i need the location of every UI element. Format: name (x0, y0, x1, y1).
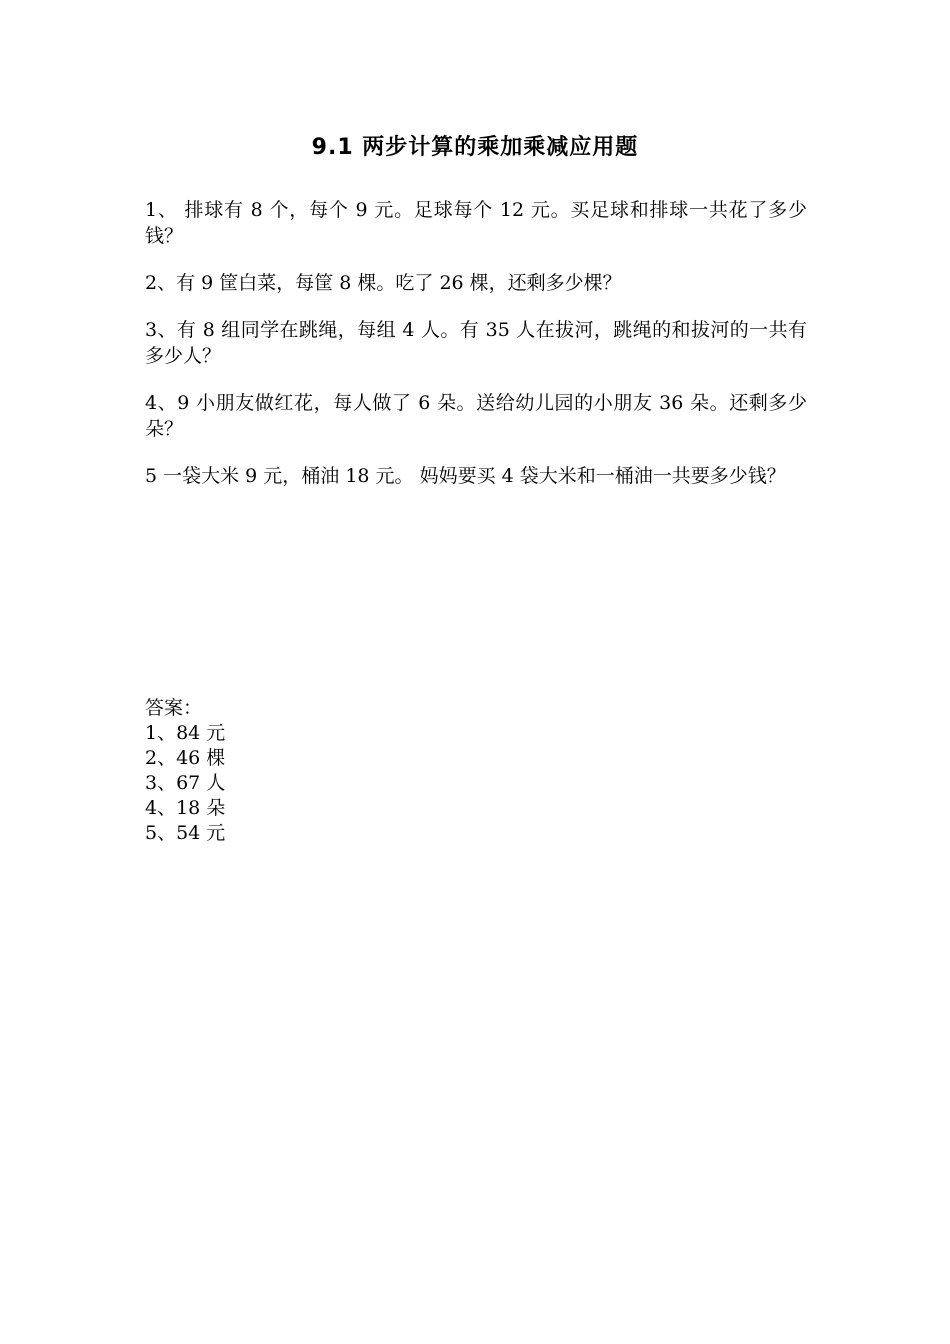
answer-1: 1、84 元 (145, 722, 226, 744)
answer-4: 4、18 朵 (145, 797, 226, 819)
question-5: 5 一袋大米 9 元，桶油 18 元。 妈妈要买 4 袋大米和一桶油一共要多少钱？ (145, 465, 786, 487)
answer-section (145, 696, 545, 846)
question-list (145, 197, 807, 510)
document-title: 9.1 两步计算的乘加乘减应用题 (311, 135, 639, 160)
question-2: 2、有 9 筐白菜，每筐 8 棵。吃了 26 棵，还剩多少棵？ (145, 272, 622, 294)
answer-2: 2、46 棵 (145, 747, 226, 769)
question-4: 4、9 小朋友做红花，每人做了 6 朵。送给幼儿园的小朋友 36 朵。还剩多少朵？ (145, 392, 807, 440)
question-1: 1、 排球有 8 个，每个 9 元。足球每个 12 元。买足球和排球一共花了多少钱？ (145, 199, 807, 247)
question-3: 3、有 8 组同学在跳绳，每组 4 人。有 35 人在拔河，跳绳的和拔河的一共有多少人？ (145, 319, 807, 367)
answer-3: 3、67 人 (145, 772, 226, 794)
answers-heading: 答案： (145, 697, 203, 719)
answer-5: 5、54 元 (145, 822, 226, 844)
